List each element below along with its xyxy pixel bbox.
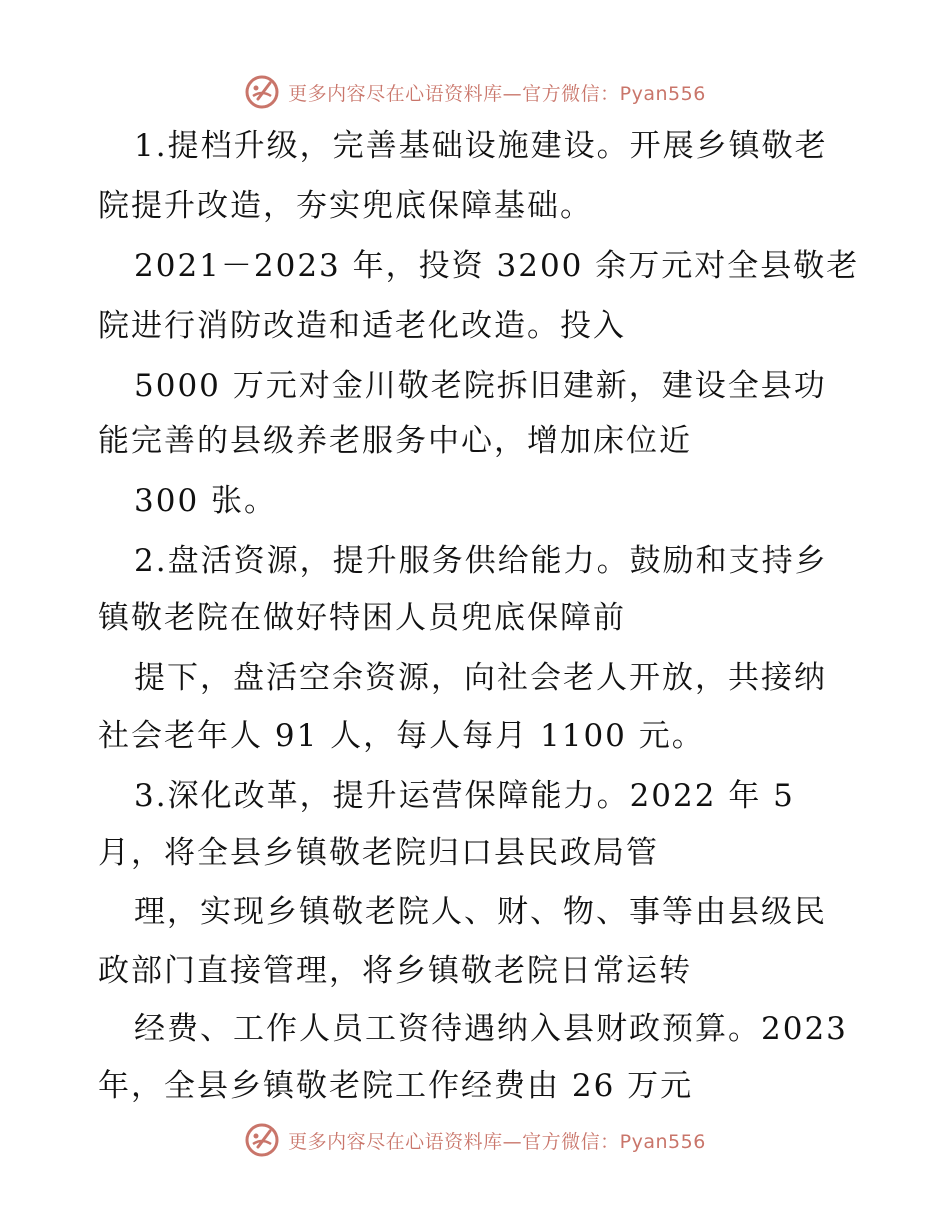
text-line: 镇敬老院在做好特困人员兜底保障前 — [98, 600, 626, 636]
text-line: 2.盘活资源，提升服务供给能力。鼓励和支持乡 — [134, 543, 828, 579]
text-line: 月，将全县乡镇敬老院归口县民政局管 — [98, 835, 659, 871]
header-banner-text: 更多内容尽在心语资料库—官方微信：Pyan556 — [288, 82, 706, 105]
text-line: 院进行消防改造和适老化改造。投入 — [98, 308, 626, 344]
text-line: 5000 万元对金川敬老院拆旧建新，建设全县功 — [134, 368, 827, 404]
text-line: 能完善的县级养老服务中心，增加床位近 — [98, 423, 692, 459]
text-line: 经费、工作人员工资待遇纳入县财政预算。2023 — [134, 1011, 848, 1047]
text-line: 政部门直接管理，将乡镇敬老院日常运转 — [98, 953, 692, 989]
text-line: 提下，盘活空余资源，向社会老人开放，共接纳 — [134, 660, 827, 696]
book-pen-logo-icon — [244, 1122, 280, 1158]
text-line: 2021－2023 年，投资 3200 余万元对全县敬老 — [134, 248, 860, 284]
text-line: 1.提档升级，完善基础设施建设。开展乡镇敬老 — [134, 128, 828, 164]
text-line: 院提升改造，夯实兜底保障基础。 — [98, 188, 593, 224]
text-line: 年，全县乡镇敬老院工作经费由 26 万元 — [98, 1068, 694, 1104]
text-line: 社会老年人 91 人，每人每月 1100 元。 — [98, 718, 705, 754]
text-line: 300 张。 — [134, 483, 278, 519]
footer-banner-text: 更多内容尽在心语资料库—官方微信：Pyan556 — [288, 1130, 706, 1153]
text-line: 理，实现乡镇敬老院人、财、物、事等由县级民 — [134, 894, 827, 930]
text-line: 3.深化改革，提升运营保障能力。2022 年 5 — [134, 778, 795, 814]
footer-banner — [0, 1120, 950, 1160]
